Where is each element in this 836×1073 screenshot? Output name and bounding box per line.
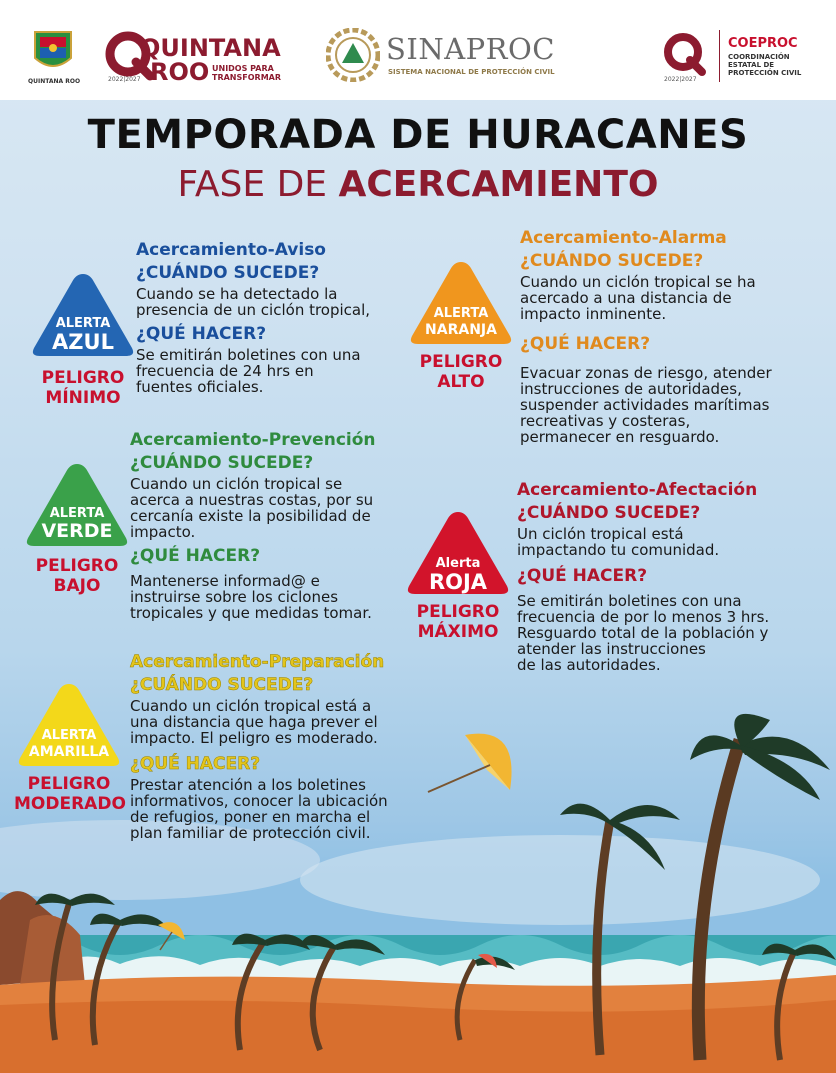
- text-line: fuentes oficiales.: [136, 378, 264, 396]
- coeproc-divider: [719, 30, 720, 82]
- text-line: Cuando un ciclón tropical se: [130, 475, 343, 493]
- alert-roja-what-title: ¿QUÉ HACER?: [517, 566, 648, 586]
- alert-amarilla-label-2: AMARILLA: [28, 744, 110, 760]
- alert-amarilla-what-title: ¿QUÉ HACER?: [130, 754, 261, 774]
- alert-verde-phase: Acercamiento-Prevención: [130, 430, 376, 450]
- text-line: Resguardo total de la población y: [517, 624, 769, 642]
- alert-naranja-label-1: ALERTA: [433, 306, 489, 321]
- quintana-roo-line1: QUINTANA: [140, 34, 281, 62]
- alert-roja-danger-1: PELIGRO: [416, 602, 500, 622]
- alert-naranja-danger-1: PELIGRO: [419, 352, 503, 372]
- text-line: acercado a una distancia de: [520, 289, 732, 307]
- text-line: Prestar atención a los boletines: [130, 776, 366, 794]
- quintana-roo-slogan-1: UNIDOS PARA: [212, 64, 274, 73]
- alert-azul-badge: [28, 268, 138, 408]
- text-line: impacto.: [130, 523, 196, 541]
- alert-azul-label-1: ALERTA: [55, 316, 111, 331]
- alert-amarilla-label-1: ALERTA: [41, 728, 97, 743]
- alert-naranja-when-title: ¿CUÁNDO SUCEDE?: [520, 251, 704, 271]
- state-logo-caption: QUINTANA ROO: [28, 78, 81, 85]
- alert-azul-when-text: [136, 286, 416, 318]
- text-line: Cuando un ciclón tropical está a: [130, 697, 372, 715]
- text-line: Mantenerse informad@ e: [130, 572, 320, 590]
- alert-verde-when-title: ¿CUÁNDO SUCEDE?: [130, 453, 314, 473]
- alert-naranja-what-title: ¿QUÉ HACER?: [520, 334, 651, 354]
- alert-verde-what-text: [130, 573, 420, 621]
- sinaproc-subtitle: SISTEMA NACIONAL DE PROTECCIÓN CIVIL: [388, 68, 555, 76]
- alert-verde-info: [130, 430, 420, 621]
- text-line: Se emitirán boletines con una: [517, 592, 742, 610]
- text-line: Cuando se ha detectado la: [136, 285, 338, 303]
- text-line: Se emitirán boletines con una: [136, 346, 361, 364]
- sinaproc-emblem-icon: [326, 28, 380, 82]
- coeproc-line3: PROTECCIÓN CIVIL: [728, 69, 802, 77]
- text-line: Cuando un ciclón tropical se ha: [520, 273, 756, 291]
- alert-naranja-label-2: NARANJA: [425, 322, 497, 338]
- page-subtitle: [0, 164, 836, 205]
- alert-roja-what-text: [517, 593, 817, 673]
- text-line: impactando tu comunidad.: [517, 541, 720, 559]
- alert-amarilla-danger-2: MODERADO: [14, 794, 126, 814]
- text-line: tropicales y que medidas tomar.: [130, 604, 372, 622]
- alert-azul-danger-1: PELIGRO: [41, 368, 125, 388]
- alert-naranja-what-text: [520, 365, 820, 445]
- alert-azul-what-text: [136, 347, 416, 395]
- alert-verde-when-text: [130, 476, 420, 540]
- alert-amarilla-what-text: [130, 777, 420, 841]
- alert-verde-danger-1: PELIGRO: [35, 556, 119, 576]
- subtitle-light: FASE DE: [177, 164, 339, 205]
- alert-roja-label-1: Alerta: [435, 556, 481, 571]
- alert-naranja-info: [520, 228, 820, 445]
- text-line: instruirse sobre los ciclones: [130, 588, 339, 606]
- text-line: presencia de un ciclón tropical,: [136, 301, 371, 319]
- text-line: impacto. El peligro es moderado.: [130, 729, 378, 747]
- quintana-roo-line2: ROO: [150, 58, 210, 86]
- alert-roja-info: [517, 480, 817, 673]
- quintana-roo-slogan-2: TRANSFORMAR: [212, 73, 282, 82]
- alert-verde-label-2: VERDE: [41, 520, 113, 542]
- text-line: Evacuar zonas de riesgo, atender: [520, 364, 772, 382]
- alert-amarilla-phase: Acercamiento-Preparación: [130, 652, 385, 672]
- alert-roja-when-title: ¿CUÁNDO SUCEDE?: [517, 503, 701, 523]
- coeproc-q-icon: [662, 32, 708, 78]
- alert-amarilla-when-title: ¿CUÁNDO SUCEDE?: [130, 675, 314, 695]
- text-line: frecuencia de 24 hrs en: [136, 362, 314, 380]
- text-line: informativos, conocer la ubicación: [130, 792, 388, 810]
- alert-roja-badge: [403, 506, 513, 642]
- text-line: atender las instrucciones: [517, 640, 706, 658]
- alert-azul-phase: Acercamiento-Aviso: [136, 240, 326, 260]
- text-line: permanecer en resguardo.: [520, 428, 720, 446]
- alert-naranja-danger-2: ALTO: [437, 372, 485, 392]
- text-line: suspender actividades marítimas: [520, 396, 770, 414]
- alert-naranja-badge: [406, 256, 516, 392]
- alert-verde-danger-2: BAJO: [53, 576, 101, 596]
- alert-roja-danger-2: MÁXIMO: [417, 622, 499, 642]
- text-line: una distancia que haga prever el: [130, 713, 378, 731]
- header: [0, 0, 836, 100]
- title-block: [0, 112, 836, 205]
- alert-naranja-when-text: [520, 274, 820, 322]
- alert-verde-badge: [22, 458, 132, 596]
- quintana-roo-years: 2022|2027: [108, 76, 141, 83]
- alert-roja-label-2: ROJA: [428, 570, 488, 594]
- sinaproc-name: SINAPROC: [386, 32, 555, 66]
- alert-naranja-phase: Acercamiento-Alarma: [520, 228, 727, 248]
- text-line: plan familiar de protección civil.: [130, 824, 371, 842]
- coeproc-years: 2022|2027: [664, 76, 697, 83]
- alert-azul-what-title: ¿QUÉ HACER?: [136, 324, 267, 344]
- text-line: impacto inminente.: [520, 305, 667, 323]
- text-line: frecuencia de por lo menos 3 hrs.: [517, 608, 770, 626]
- text-line: cercanía existe la posibilidad de: [130, 507, 371, 525]
- alert-roja-phase: Acercamiento-Afectación: [517, 480, 758, 500]
- alert-azul-info: [136, 240, 416, 395]
- alert-azul-danger-2: MÍNIMO: [45, 388, 121, 408]
- alert-amarilla-when-text: [130, 698, 420, 746]
- alert-azul-when-title: ¿CUÁNDO SUCEDE?: [136, 263, 320, 283]
- alert-amarilla-info: [130, 652, 420, 841]
- text-line: recreativas y costeras,: [520, 412, 691, 430]
- text-line: de refugios, poner en marcha el: [130, 808, 371, 826]
- alert-azul-label-2: AZUL: [52, 330, 114, 354]
- text-line: acerca a nuestras costas, por su: [130, 491, 374, 509]
- alert-amarilla-danger-1: PELIGRO: [27, 774, 111, 794]
- page-title: TEMPORADA DE HURACANES: [87, 112, 749, 158]
- alert-roja-when-text: [517, 526, 817, 558]
- alert-verde-label-1: ALERTA: [49, 506, 105, 521]
- text-line: Un ciclón tropical está: [517, 525, 684, 543]
- text-line: de las autoridades.: [517, 656, 661, 674]
- coeproc-line1: COORDINACIÓN: [728, 53, 790, 61]
- coeproc-line2: ESTATAL DE: [728, 61, 775, 69]
- state-coat-of-arms-icon: [30, 28, 76, 74]
- text-line: instrucciones de autoridades,: [520, 380, 742, 398]
- coeproc-name: COEPROC: [728, 36, 798, 51]
- subtitle-bold: ACERCAMIENTO: [338, 164, 659, 205]
- alert-verde-what-title: ¿QUÉ HACER?: [130, 546, 261, 566]
- alert-amarilla-badge: [14, 678, 124, 814]
